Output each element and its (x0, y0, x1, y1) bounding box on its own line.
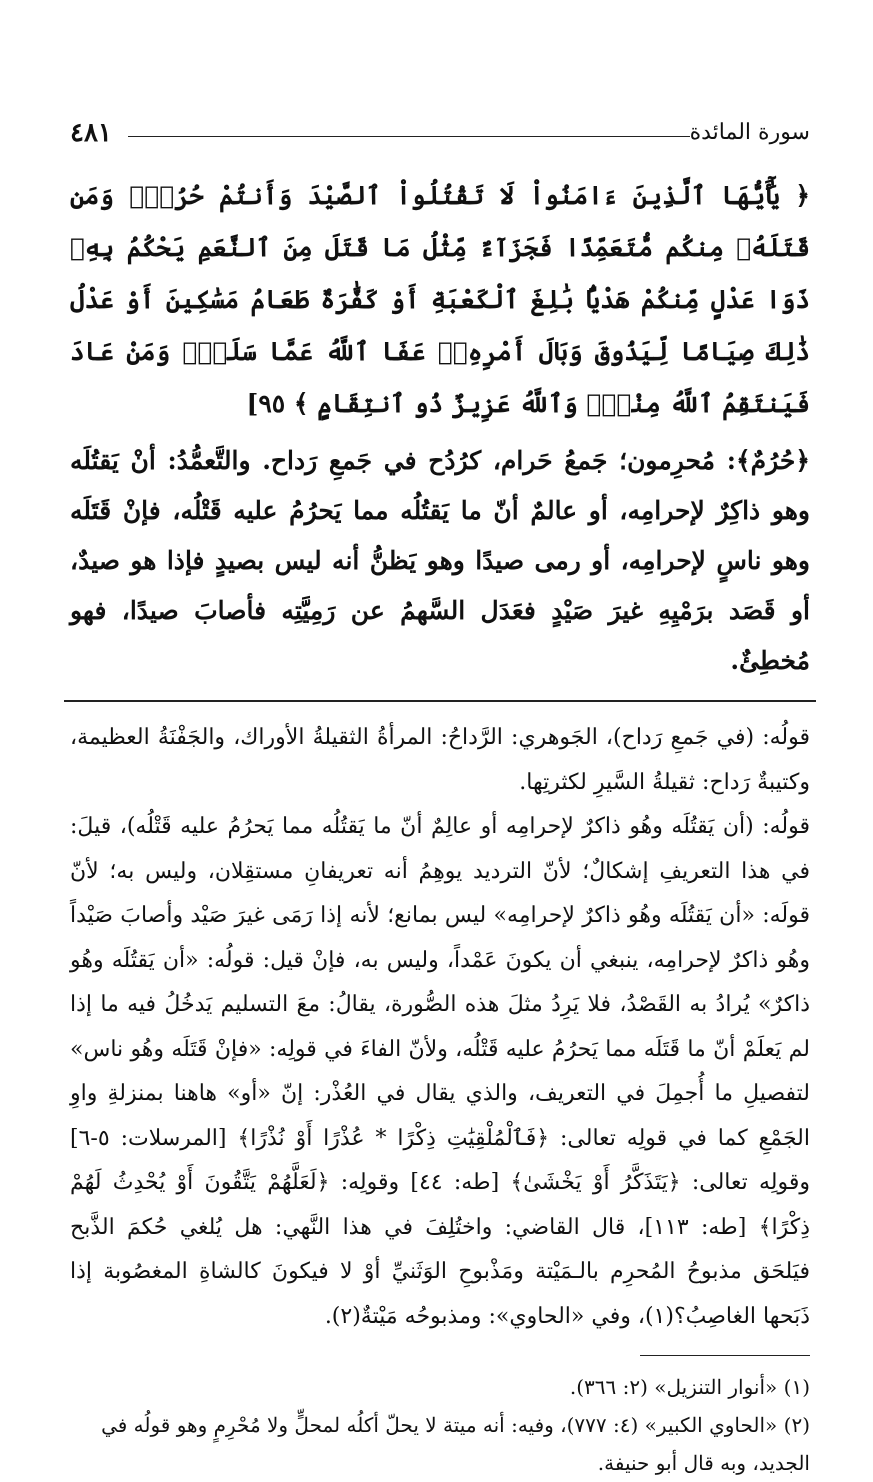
page-header (70, 118, 810, 154)
section-divider (64, 700, 816, 702)
main-commentary (70, 436, 810, 686)
gloss-paragraph: قولُه: (أن يَقتُلَه وهُو ذاكرٌ لإحرامِه أو عالِمٌ أنّ ما يَقتُلُه مما يَحرُمُ عليه قَتْلُه)، قيلَ: في هذا التعريفِ إشكالٌ؛ لأنّ الترديد يوهِمُ أنه تعريفانِ مستقِلان، وليس به؛ لأنّ قولَه: «أن يَقتُلَه وهُو ذاكرٌ لإحرامِه» ليس بمانع؛ لأنه إذا رَمَى غيرَ صَيْد وأصابَ صَيْداً وهُو ذاكرٌ لإحرامِه، ينبغي أن يكونَ عَمْداً، وليس به، فإنْ قيل: قولُه: «أن يَقتُلَه وهُو ذاكرٌ» يُرادُ به القَصْدُ، فلا يَرِدُ مثلَ هذه الصُّورة، يقالُ: معَ التسليم يَدخُلُ فيه ما إذا لم يَعلَمْ أنّ ما قَتَلَه مما يَحرُمُ عليه قَتْلُه، ولأنّ الفاءَ في قولِه: «فإنْ قَتَلَه وهُو ناس» لتفصيلِ ما أُجمِلَ في التعريف، والذي يقال في العُذْر: إنّ «أو» هاهنا بمنزلةِ واوِ الجَمْعِ كما في قولِه تعالى: ﴿فَٱلْمُلْقِيَٰتِ ذِكْرًا * عُذْرًا أَوْ نُذْرًا﴾ [المرسلات: ٥-٦] وقولِه تعالى: ﴿يَتَذَكَّرُ أَوْ يَخْشَىٰ﴾ [طه: ٤٤] وقولِه: ﴿لَعَلَّهُمْ يَتَّقُونَ أَوْ يُحْدِثُ لَهُمْ ذِكْرًا﴾ [طه: ١١٣]، قال القاضي: واختُلِفَ في هذا النَّهي: هل يُلغي حُكمَ الذَّبح فيَلحَق مذبوحُ المُحرِم بالـمَيْتة ومَذْبوحِ الوَثَنيِّ أوْ لا فيكونَ كالشاةِ المغصُوبة إذا ذَبَحها الغاصِبُ؟(١)، وفي «الحاوي»: ومذبوحُه مَيْتةٌ(٢). (70, 814, 810, 1329)
document-page (70, 118, 810, 1482)
gloss-paragraph: قولُه: (في جَمعِ رَداح)، الجَوهري: الرَّداحُ: المرأةُ الثقيلةُ الأوراك، والجَفْنَةُ العظيمة، وكتيبةٌ رَداح: ثقيلةُ السَّيرِ لكثرتِها. (70, 725, 810, 795)
quran-verse-text: ﴿ يَٰٓأَيُّهَا ٱلَّذِينَ ءَامَنُواْ لَا تَقْتُلُواْ ٱلصَّيْدَ وَأَنتُمْ حُرُمٌۚ وَمَن قَتَلَهُۥ مِنكُم مُّتَعَمِّدًا فَجَزَآءٌ مِّثْلُ مَا قَتَلَ مِنَ ٱلنَّعَمِ يَحْكُمُ بِهِۦ ذَوَا عَدْلٍ مِّنكُمْ هَدْيًۢا بَٰلِغَ ٱلْكَعْبَةِ أَوْ كَفَّٰرَةٌ طَعَامُ مَسَٰكِينَ أَوْ عَدْلُ ذَٰلِكَ صِيَامًا لِّيَذُوقَ وَبَالَ أَمْرِهِۦۗ عَفَا ٱللَّهُ عَمَّا سَلَفَۚ وَمَنْ عَادَ فَيَنتَقِمُ ٱللَّهُ مِنْهُۚ وَٱللَّهُ عَزِيزٌ ذُو ٱنتِقَامٍ ﴾ ٩٥] (70, 181, 810, 418)
commentary-text: ﴿حُرُمٌ﴾: مُحرِمون؛ جَمعُ حَرام، كرُدُح في جَمعِ رَداح. والتَّعمُّدُ: أنْ يَقتُلَه وهو ذاكِرٌ لإحرامِه، أو عالمٌ أنّ ما يَقتُلُه مما يَحرُمُ عليه قَتْلُه، فإنْ قَتَلَه وهو ناسٍ لإحرامِه، أو رمى صيدًا وهو يَظنُّ أنه ليس بصيدٍ فإذا هو صيدٌ، أو قَصَد برَمْيِهِ غيرَ صَيْدٍ فعَدَل السَّهمُ عن رَمِيَّتِه فأصابَ صيدًا، فهو مُخطِئٌ. (70, 446, 810, 675)
footnote-divider (640, 1355, 810, 1356)
page-number: ٤٨١ (70, 118, 112, 148)
gloss-section (70, 716, 810, 1339)
footnote-1: (١) «أنوار التنزيل» (٢: ٣٦٦). (569, 1375, 810, 1399)
header-rule (128, 136, 690, 137)
footnote-2: (٢) «الحاوي الكبير» (٤: ٧٧٧)، وفيه: أنه ميتة لا يحلّ أكلُه لمحلٍّ ولا مُحْرِمٍ وهو قولُه في الجديد، وبه قال أبو حنيفة. (101, 1413, 810, 1475)
footnotes (70, 1368, 810, 1482)
surah-title: سورة المائدة (689, 120, 810, 145)
quran-verse (70, 170, 810, 430)
